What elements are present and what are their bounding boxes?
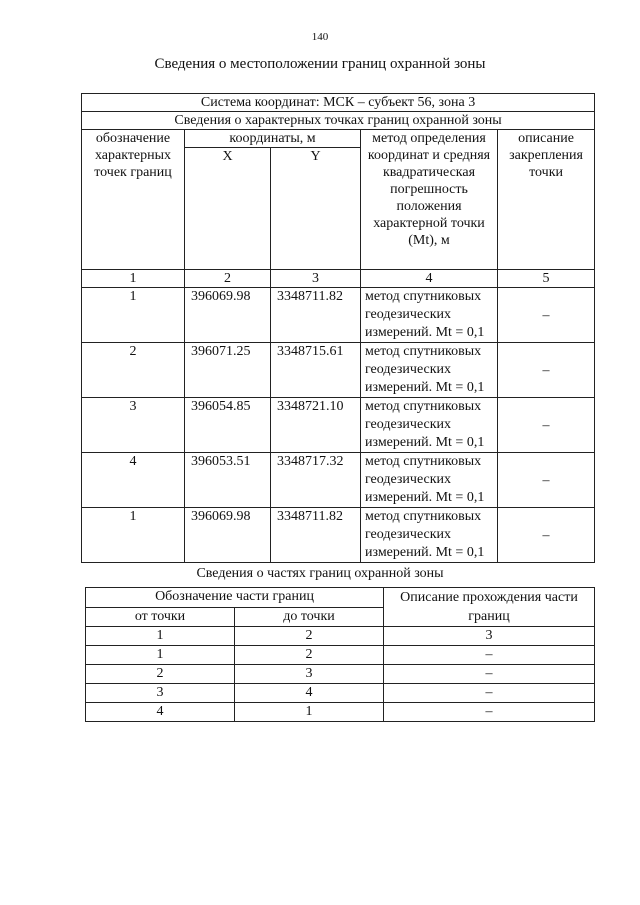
from-point: 4 bbox=[86, 703, 235, 722]
to-point: 1 bbox=[235, 703, 384, 722]
document-title: Сведения о местоположении границ охранной зоны bbox=[154, 56, 486, 72]
table-row bbox=[82, 453, 595, 508]
column-number: 1 bbox=[86, 627, 235, 646]
y-coordinate: 3348711.82 bbox=[271, 508, 361, 563]
method-cell: метод спутниковых геодезических измерений. Mt = 0,1 bbox=[361, 453, 498, 508]
header-y: Y bbox=[271, 148, 361, 270]
table-row bbox=[86, 703, 595, 722]
y-coordinate: 3348717.32 bbox=[271, 453, 361, 508]
header-to-point: до точки bbox=[235, 607, 384, 627]
boundary-points-table bbox=[81, 93, 595, 563]
description-cell: – bbox=[498, 453, 595, 508]
from-point: 1 bbox=[86, 646, 235, 665]
x-coordinate: 396071.25 bbox=[185, 343, 271, 398]
parts-section-title: Сведения о частях границ охранной зоны bbox=[196, 566, 444, 581]
column-number: 3 bbox=[271, 270, 361, 288]
column-number: 2 bbox=[185, 270, 271, 288]
header-from-point: от точки bbox=[86, 607, 235, 627]
x-coordinate: 396069.98 bbox=[185, 508, 271, 563]
page-number: 140 bbox=[311, 31, 329, 43]
header-part-designation: Обозначение части границ bbox=[86, 588, 384, 608]
x-coordinate: 396053.51 bbox=[185, 453, 271, 508]
method-cell: метод спутниковых геодезических измерений. Mt = 0,1 bbox=[361, 288, 498, 343]
header-method: метод определения координат и средняя квадратическая погрешность положения характерной точки (Mt), м bbox=[361, 130, 498, 270]
column-number: 2 bbox=[235, 627, 384, 646]
table-row bbox=[82, 508, 595, 563]
description-cell: – bbox=[498, 343, 595, 398]
from-point: 2 bbox=[86, 665, 235, 684]
part-description: – bbox=[384, 646, 595, 665]
header-description: описание закрепления точки bbox=[498, 130, 595, 270]
point-number: 2 bbox=[82, 343, 185, 398]
method-cell: метод спутниковых геодезических измерений. Mt = 0,1 bbox=[361, 343, 498, 398]
table-row bbox=[86, 684, 595, 703]
header-coordinates: координаты, м bbox=[185, 130, 361, 148]
x-coordinate: 396054.85 bbox=[185, 398, 271, 453]
point-number: 1 bbox=[82, 288, 185, 343]
column-number: 1 bbox=[82, 270, 185, 288]
to-point: 3 bbox=[235, 665, 384, 684]
header-part-description: Описание прохождения части границ bbox=[384, 588, 595, 627]
boundary-parts-table bbox=[85, 587, 595, 722]
coordinate-system-cell: Система координат: МСК – субъект 56, зона 3 bbox=[82, 94, 595, 112]
description-cell: – bbox=[498, 288, 595, 343]
table-row bbox=[82, 288, 595, 343]
column-number: 3 bbox=[384, 627, 595, 646]
method-cell: метод спутниковых геодезических измерений. Mt = 0,1 bbox=[361, 398, 498, 453]
description-cell: – bbox=[498, 508, 595, 563]
part-description: – bbox=[384, 703, 595, 722]
x-coordinate: 396069.98 bbox=[185, 288, 271, 343]
part-description: – bbox=[384, 665, 595, 684]
table-row bbox=[82, 398, 595, 453]
from-point: 3 bbox=[86, 684, 235, 703]
y-coordinate: 3348721.10 bbox=[271, 398, 361, 453]
description-cell: – bbox=[498, 398, 595, 453]
method-cell: метод спутниковых геодезических измерений. Mt = 0,1 bbox=[361, 508, 498, 563]
section-title-cell: Сведения о характерных точках границ охранной зоны bbox=[82, 112, 595, 130]
to-point: 4 bbox=[235, 684, 384, 703]
header-x: X bbox=[185, 148, 271, 270]
table-row bbox=[86, 665, 595, 684]
y-coordinate: 3348715.61 bbox=[271, 343, 361, 398]
point-number: 1 bbox=[82, 508, 185, 563]
table-row bbox=[86, 646, 595, 665]
y-coordinate: 3348711.82 bbox=[271, 288, 361, 343]
to-point: 2 bbox=[235, 646, 384, 665]
column-number: 4 bbox=[361, 270, 498, 288]
table-row bbox=[82, 343, 595, 398]
point-number: 4 bbox=[82, 453, 185, 508]
point-number: 3 bbox=[82, 398, 185, 453]
column-number: 5 bbox=[498, 270, 595, 288]
header-designation: обозначение характерных точек границ bbox=[82, 130, 185, 270]
part-description: – bbox=[384, 684, 595, 703]
